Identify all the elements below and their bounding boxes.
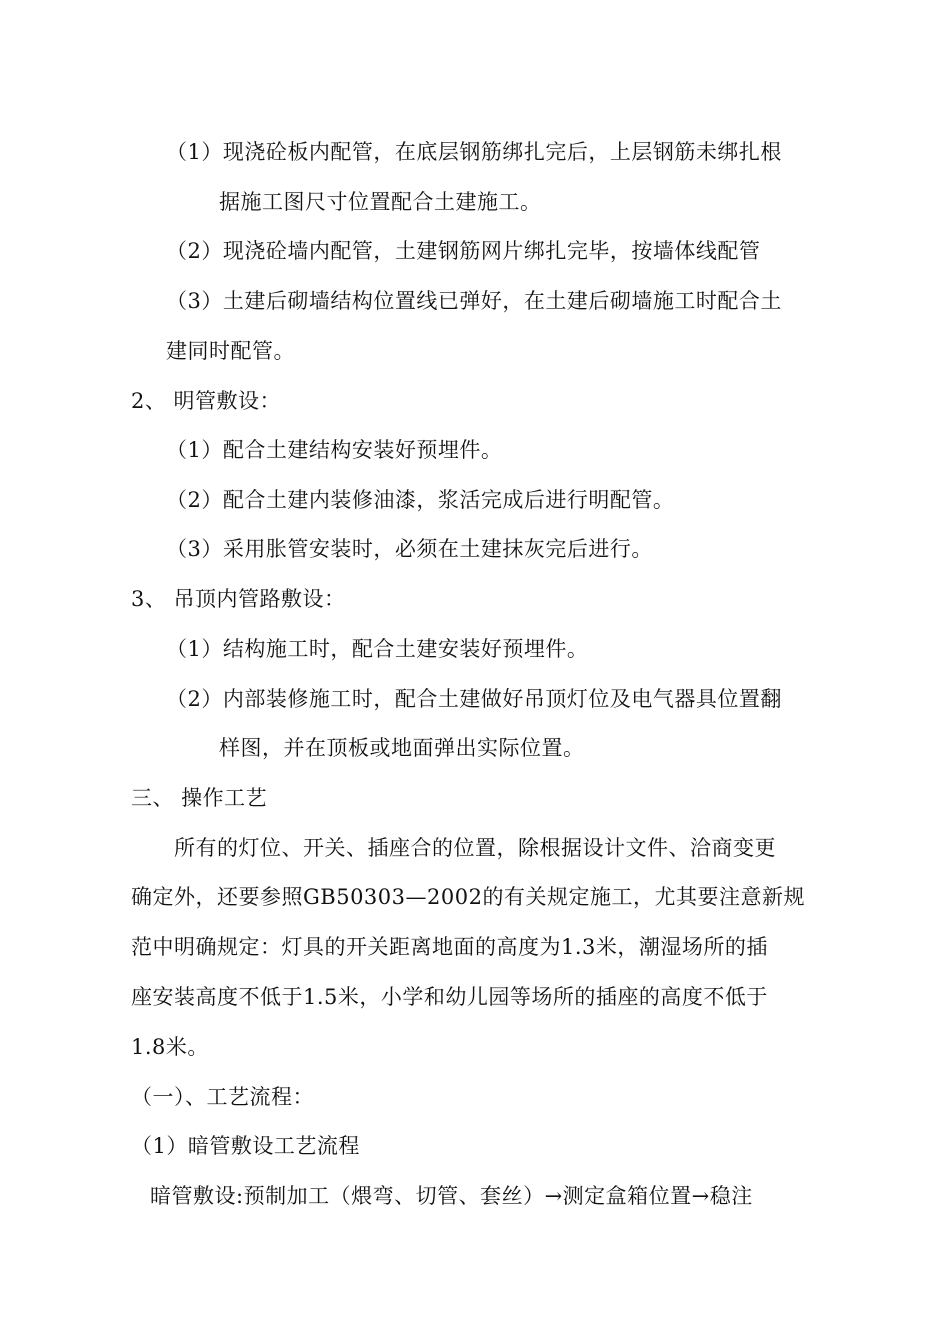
text-line: （2）配合土建内装修油漆，浆活完成后进行明配管。 — [166, 488, 675, 512]
paragraph-line: 确定外，还要参照GB50303—2002的有关规定施工，尤其要注意新规 — [131, 885, 805, 909]
text-line: （2）内部装修施工时，配合土建做好吊顶灯位及电气器具位置翻 — [166, 687, 782, 711]
section-heading: 2、 明管敷设： — [131, 389, 282, 413]
subsection-heading: （一）、工艺流程： — [131, 1085, 314, 1109]
text-line: 据施工图尺寸位置配合土建施工。 — [219, 190, 542, 214]
paragraph-line: 暗管敷设:预制加工（煨弯、切管、套丝）→测定盒箱位置→稳注 — [150, 1184, 753, 1208]
text-line: （1）现浇砼板内配管，在底层钢筋绑扎完后，上层钢筋未绑扎根 — [166, 140, 782, 164]
text-line: （1）结构施工时，配合土建安装好预埋件。 — [166, 637, 589, 661]
section-heading: 三、 操作工艺 — [131, 786, 268, 810]
text-line: 样图，并在顶板或地面弹出实际位置。 — [219, 736, 585, 760]
paragraph-line: 1.8米。 — [131, 1035, 209, 1059]
subsection-heading: （1）暗管敷设工艺流程 — [131, 1134, 360, 1158]
section-heading: 3、 吊顶内管路敷设： — [131, 587, 346, 611]
paragraph-line: 范中明确规定：灯具的开关距离地面的高度为1.3米，潮湿场所的插 — [131, 935, 768, 959]
text-line: （2）现浇砼墙内配管，土建钢筋网片绑扎完毕，按墙体线配管 — [166, 239, 761, 263]
paragraph-line: 所有的灯位、开关、插座合的位置，除根据设计文件、洽商变更 — [174, 836, 776, 860]
text-line: （3）土建后砌墙结构位置线已弹好，在土建后砌墙施工时配合土 — [166, 289, 782, 313]
text-line: （3）采用胀管安装时，必须在土建抹灰完后进行。 — [166, 537, 653, 561]
text-line: （1）配合土建结构安装好预埋件。 — [166, 438, 503, 462]
text-line: 建同时配管。 — [166, 339, 295, 363]
paragraph-line: 座安装高度不低于1.5米，小学和幼儿园等场所的插座的高度不低于 — [131, 985, 768, 1009]
